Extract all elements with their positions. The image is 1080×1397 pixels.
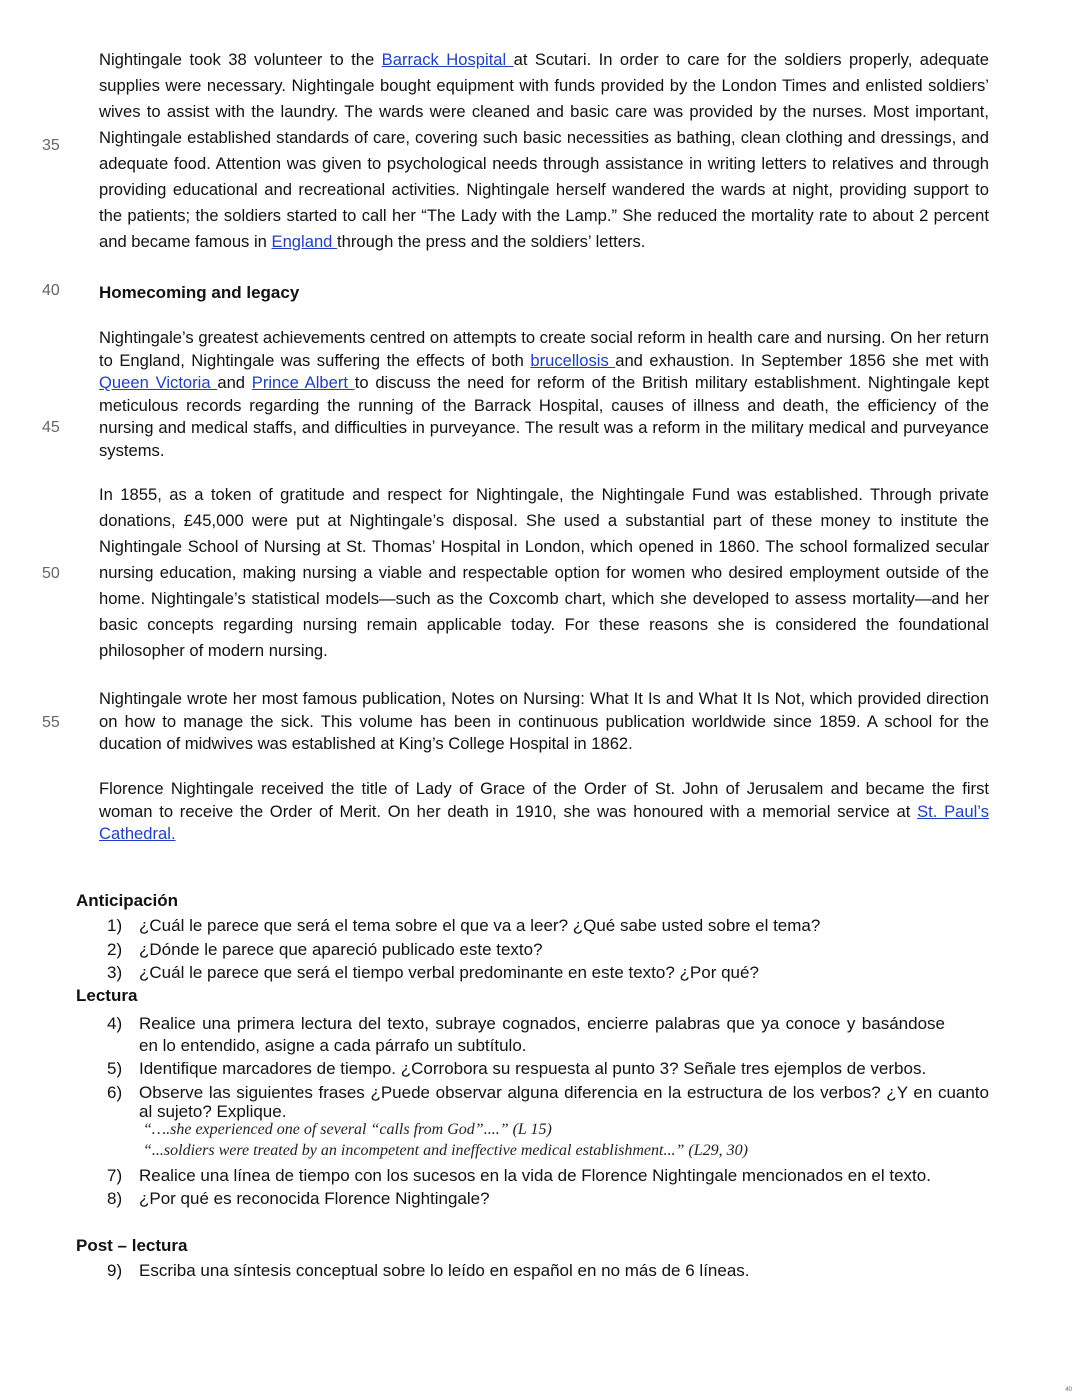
- quote-line: “...soldiers were treated by an incompetent and ineffective medical establishment...” (L29, 30): [143, 1142, 748, 1159]
- quote-line: “….she experienced one of several “calls from God”....” (L 15): [143, 1121, 552, 1138]
- line-number: 50: [42, 565, 60, 582]
- question-item: [107, 915, 989, 937]
- paragraph-nightingale-fund: In 1855, as a token of gratitude and respect for Nightingale, the Nightingale Fund was established. Through private donations, £45,000 were put at Nightingale’s disposal. She used a substantial part of these money to institute the Nightingale School of Nursing at St. Thomas’ Hospital in London, which opened in 1860. The school formalized secular nursing education, making nursing a viable and respectable option for women who desired employment outside of the home. Nightingale’s statistical models—such as the Coxcomb chart, which she developed to assess mortality—and her basic concepts regarding nursing remain applicable today. For these reasons she is considered the foundational philosopher of modern nursing.: [99, 485, 989, 660]
- paragraph-social-reform: [99, 327, 989, 463]
- line-number: 45: [42, 419, 60, 436]
- question-number: 4): [107, 1014, 123, 1033]
- question-number: 1): [107, 916, 123, 935]
- line-number: 55: [42, 714, 60, 731]
- section-title-anticipacion: Anticipación: [76, 891, 179, 910]
- link-queen-victoria[interactable]: Queen Victoria: [99, 373, 218, 393]
- question-item: [107, 1013, 945, 1057]
- text-run: to discuss the need for reform of the British military establishment. Nightingale kept meticulous records regarding the running of the Barrack Hospital, causes of illness and death, the efficiency of the nursing and medical staffs, and difficulties in purveyance. The result was a reform in the military medical and purveyance systems.: [99, 373, 990, 460]
- question-item: [107, 1165, 989, 1187]
- question-item: [107, 1058, 989, 1080]
- question-text: Observe las siguientes frases ¿Puede observar alguna diferencia en la estructura de los verbos? ¿Y en cuanto al sujeto? Explique.: [139, 1083, 989, 1121]
- question-number: 3): [107, 963, 123, 982]
- question-item: [107, 1083, 989, 1121]
- question-text: Realice una línea de tiempo con los sucesos en la vida de Florence Nightingale mencionados en el texto.: [139, 1166, 931, 1185]
- paragraph-notes-on-nursing: Nightingale wrote her most famous publication, Notes on Nursing: What It Is and What It Is Not, which provided direction on how to manage the sick. This volume has been in continuous publication worldwide since 1859. A school for the ducation of midwives was established at King’s College Hospital in 1862.: [99, 689, 989, 754]
- text-run: through the press and the soldiers’ letters.: [337, 232, 646, 251]
- question-text: Identifique marcadores de tiempo. ¿Corrobora su respuesta al punto 3? Señale tres ejemplos de verbos.: [139, 1059, 927, 1078]
- text-run: and exhaustion. In September 1856 she met with: [615, 350, 989, 370]
- text-run: Nightingale’s greatest achievements centred on attempts to create social reform in health care and nursing. On her return to England, Nightingale was suffering the effects of both: [99, 328, 989, 370]
- question-number: 9): [107, 1261, 123, 1280]
- line-number: 35: [42, 137, 60, 154]
- question-text: Escriba una síntesis conceptual sobre lo leído en español en no más de 6 líneas.: [139, 1261, 750, 1280]
- text-run: and: [217, 373, 252, 393]
- section-heading: Homecoming and legacy: [99, 283, 300, 302]
- question-text: ¿Cuál le parece que será el tiempo verbal predominante en este texto? ¿Por qué?: [139, 963, 759, 982]
- text-run: Florence Nightingale received the title of Lady of Grace of the Order of St. John of Jerusalem and became the first woman to receive the Order of Merit. On her death in 1910, she was honoured with a memorial service at: [99, 779, 989, 821]
- question-number: 8): [107, 1189, 123, 1208]
- question-text: Realice una primera lectura del texto, subraye cognados, encierre palabras que ya conoce y basándose en lo entendido, asigne a cada párrafo un subtítulo.: [139, 1014, 945, 1055]
- question-number: 6): [107, 1083, 123, 1102]
- question-number: 5): [107, 1059, 123, 1078]
- question-item: [107, 1260, 989, 1282]
- section-title-lectura: Lectura: [76, 986, 138, 1005]
- link-prince-albert[interactable]: Prince Albert: [251, 373, 355, 393]
- line-number: 40: [42, 282, 60, 299]
- link-st-pauls-cathedral[interactable]: St. Paul’s Cathedral.: [99, 801, 989, 844]
- paragraph-scutari: [99, 47, 989, 255]
- question-text: ¿Por qué es reconocida Florence Nightingale?: [139, 1189, 490, 1208]
- text-run: Nightingale took 38 volunteer to the: [99, 50, 382, 69]
- link-barrack-hospital[interactable]: Barrack Hospital: [381, 50, 514, 69]
- link-england[interactable]: England: [271, 232, 338, 251]
- question-number: 2): [107, 940, 123, 959]
- page-number: 40: [1065, 1387, 1072, 1393]
- question-item: [107, 939, 989, 961]
- paragraph-honours: [99, 778, 989, 846]
- link-brucellosis[interactable]: brucellosis: [530, 350, 616, 370]
- question-number: 7): [107, 1166, 123, 1185]
- question-text: ¿Dónde le parece que apareció publicado este texto?: [139, 940, 543, 959]
- text-run: at Scutari. In order to care for the soldiers properly, adequate supplies were necessary. Nightingale bought equipment with funds provided by the London Times and enlisted soldiers’ wives to assist with the laundry. The wards were cleaned and basic care was provided by the nurses. Most important, Nightingale established standards of care, covering such basic necessities as bathing, clean clothing and dressings, and adequate food. Attention was given to psychological needs through assistance in writing letters to relatives and through providing educational and recreational activities. Nightingale herself wandered the wards at night, providing support to the patients; the soldiers started to call her “The Lady with the Lamp.” She reduced the mortality rate to about 2 percent and became famous in: [99, 50, 989, 251]
- question-item: [107, 962, 989, 984]
- question-text: ¿Cuál le parece que será el tema sobre el que va a leer? ¿Qué sabe usted sobre el tema?: [139, 916, 821, 935]
- question-item: [107, 1188, 989, 1210]
- section-title-post-lectura: Post – lectura: [76, 1236, 188, 1255]
